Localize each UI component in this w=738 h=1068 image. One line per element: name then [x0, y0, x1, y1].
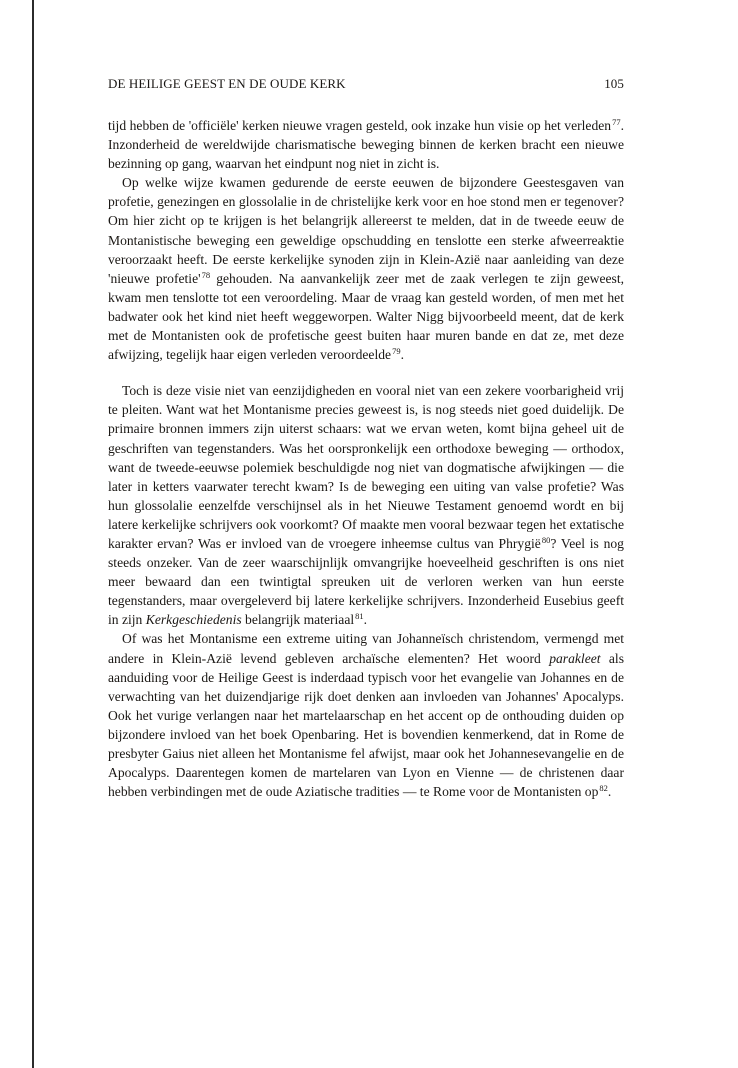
paragraph-3-text-c: belangrijk materiaal — [241, 612, 355, 628]
scan-edge-line — [32, 0, 34, 1068]
footnote-ref-78: 78 — [201, 269, 211, 280]
paragraph-3-text-d: . — [363, 612, 368, 628]
book-page — [108, 70, 624, 1010]
book-title-kerkgeschiedenis: Kerkgeschiedenis — [145, 612, 242, 628]
paragraph-1-text-b: . Inzonderheid de wereldwijde charismatische beweging binnen de kerken bracht een nieuwe bezinning op gang, waarvan het eindpunt nog niet in zicht is. — [108, 118, 624, 172]
footnote-ref-79: 79 — [392, 346, 401, 357]
running-head — [108, 76, 624, 96]
term-parakleet: parakleet — [549, 650, 601, 666]
running-head-title: DE HEILIGE GEEST EN DE OUDE KERK — [108, 76, 346, 91]
paragraph-4-text-c: . — [607, 784, 612, 800]
paragraph-2-text-c: . — [400, 347, 404, 363]
scan-gutter — [0, 0, 32, 1068]
paragraph-1 — [108, 116, 624, 173]
paragraph-4-text-a: Of was het Montanisme een extreme uiting van Johanneïsch christendom, vermengd met andere in Klein-Azië levend gebleven archaïsche elementen? Het woord — [108, 631, 624, 666]
paragraph-2-text-a: Op welke wijze kwamen gedurende de eerste eeuwen de bijzondere Geestesgaven van profetie, genezingen en glossolalie in de christelijke kerk voor en hoe stond men er tegenover? Om hier zicht op te krijgen is het belangrijk allereerst te melden, dat in de tweede eeuw de Montanistische beweging een geweldige opschudding en tenslotte een sterke afweerreaktie veroorzaakt heeft. De eerste kerkelijke synoden zijn in Klein-Azië naar aanleiding van deze 'nieuwe profetie' — [108, 175, 624, 286]
footnote-ref-80: 80 — [541, 534, 551, 545]
paragraph-2-text-b: gehouden. Na aanvankelijk zeer met de zaak verlegen te zijn geweest, kwam men tenslotte tot een veroordeling. Maar de vraag kan gesteld worden, of men met het badwater ook het kind niet heeft weggeworpen. Walter Nigg bijvoorbeeld meent, dat de kerk met de Montanisten ook de profetische geest buiten haar muren bande en dat ze, met deze afwijzing, tegelijk haar eigen verleden veroordeelde — [108, 270, 624, 363]
paragraph-3 — [108, 381, 624, 629]
paragraph-4-text-b: als aanduiding voor de Heilige Geest is inderdaad typisch voor het evangelie van Johannes en de verwachting van het duizendjarige rijk doet denken aan invloeden van Johannes' Apocalyps. Ook het vurige verlangen naar het martelaarschap en het accent op de onthouding duiden op bijzondere invloed van het boek Openbaring. Het is bovendien kenmerkend, dat in Rome de presbyter Gaius niet alleen het Montanisme fel afwijst, maar ook het Johannesevangelie en de Apocalyps. Daarentegen komen de martelaren van Lyon en Vienne — de christenen daar hebben verbindingen met de oude Aziatische tradities — te Rome voor de Montanisten op — [108, 650, 624, 800]
paragraph-1-text-a: tijd hebben de 'officiële' kerken nieuwe vragen gesteld, ook inzake hun visie op het verleden — [108, 118, 612, 133]
body-text — [108, 116, 624, 801]
paragraph-3-text-b: ? Veel is nog steeds onzeker. Van de zeer waarschijnlijk omvangrijke hoeveelheid geschriften is ons niet meer bewaard dan een twintigtal spreuken uit de verloren werken van hun eerste tegenstanders, maar overgeleverd bij latere kerkelijke schrijvers. Inzonderheid Eusebius geeft in zijn — [108, 535, 624, 628]
page-number: 105 — [604, 76, 624, 91]
paragraph-2 — [108, 173, 624, 364]
footnote-ref-81: 81 — [355, 611, 364, 622]
paragraph-3-text-a: Toch is deze visie niet van eenzijdigheden en vooral niet van een zekere voorbarigheid vrij te pleiten. Want wat het Montanisme precies geweest is, is nog steeds niet goed duidelijk. De primaire bronnen immers zijn uiterst schaars: wat we ervan weten, komt bijna geheel uit de geschriften van tegenstanders. Was het oorspronkelijk een orthodoxe beweging — orthodox, want de tweede-eeuwse polemiek beschuldigde nog niet van dogmatische afwijkingen — die later in ketters vaarwater terecht kwam? Is de beweging een uiting van valse profetie? Was hun glossolalie eenzelfde verschijnsel als in het Nieuwe Testament genoemd wordt en bij latere kerkelijke schrijvers ook voorkomt? Of maakte men vooral bezwaar tegen het extatische karakter ervan? Was er invloed van de vroegere inheemse cultus van Phrygië — [108, 383, 624, 551]
footnote-ref-82: 82 — [599, 783, 608, 794]
footnote-ref-77: 77 — [612, 117, 621, 127]
paragraph-4 — [108, 629, 624, 801]
